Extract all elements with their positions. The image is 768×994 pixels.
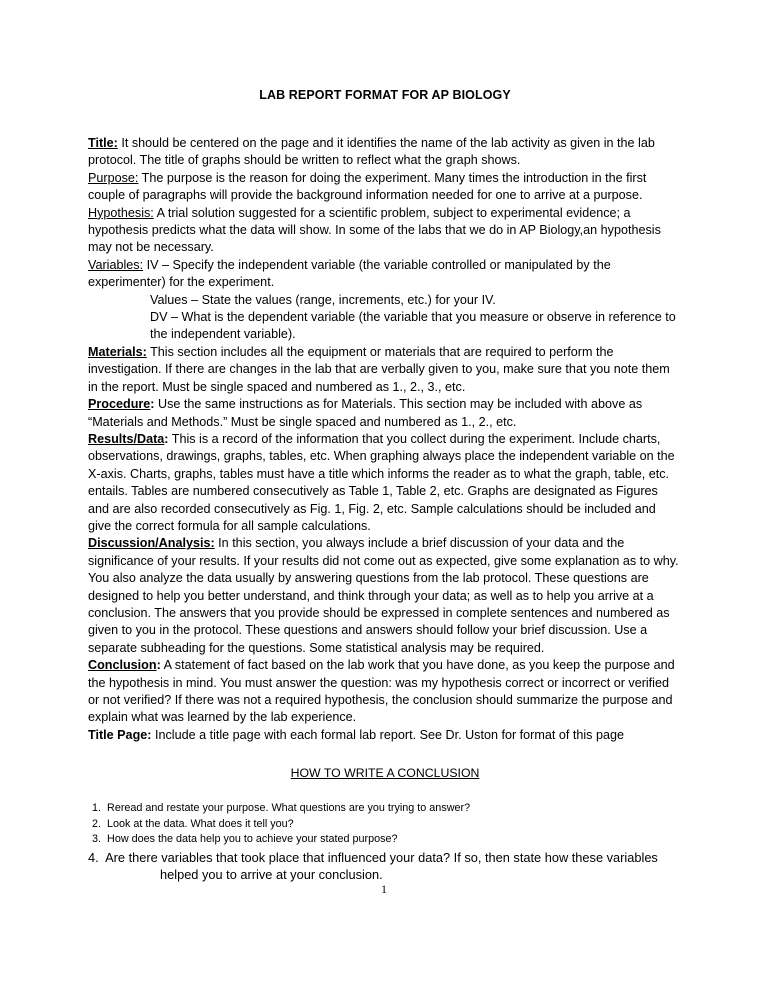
section-label-conclusion-word: Conclusion <box>88 658 157 673</box>
section-label-results-colon: : <box>164 431 169 446</box>
section-text-materials: This section includes all the equipment or materials that are required to perform the investigation. If there are changes in the lab that are verbally given to you, make sure that you note them in the report. Must be single spaced and numbered as 1., 2., 3., etc. <box>88 344 670 394</box>
section-label-discussion: Discussion/Analysis: <box>88 536 215 551</box>
list-item-number: 1. <box>92 801 102 814</box>
section-label-purpose: Purpose: <box>88 170 139 185</box>
section-label-variables: Variables: <box>88 257 144 272</box>
list-item-text: Reread and restate your purpose. What questions are you trying to answer? <box>107 801 471 814</box>
section-label-conclusion-colon: : <box>156 658 161 673</box>
list-item <box>88 801 682 817</box>
section-conclusion <box>88 657 682 727</box>
section-text-conclusion: A statement of fact based on the lab work that you have done, as you keep the purpose and the hypothesis in mind. You must answer the question: was my hypothesis correct or incorrect or verified or not verified? If there was not a required hypothesis, the conclusion should summarize the purpose and explain what was learned by the lab experience. <box>88 658 675 725</box>
list-item-text: Look at the data. What does it tell you? <box>107 817 294 830</box>
section-text-discussion: In this section, you always include a brief discussion of your data and the significance of your results. If your results did not come out as expected, give some explanation as to why. You also analyze the data usually by answering questions from the lab protocol. These questions are designed to help you better understand, and think through your data; as well as to help you arrive at a conclusion. The answers that you provide should be expressed in complete sentences and numbered as given to you in the protocol. These questions and answers should follow your brief discussion. Use a separate subheading for the questions. Some statistical analysis may be required. <box>88 536 679 655</box>
section-text-purpose: The purpose is the reason for doing the experiment. Many times the introduction in the first couple of paragraphs will provide the background information needed for one to arrive at a purpose. <box>88 170 647 203</box>
document-content <box>88 0 682 884</box>
section-label-results-word: Results/Data <box>88 431 165 446</box>
section-title-page <box>88 727 682 744</box>
list-item <box>88 832 682 848</box>
section-purpose <box>88 170 682 205</box>
list-item <box>88 849 682 884</box>
section-variables <box>88 257 682 292</box>
conclusion-guide-list <box>88 801 682 884</box>
list-item-number: 3. <box>92 833 102 846</box>
section-text-hypothesis: A trial solution suggested for a scientific problem, subject to experimental evidence; a hypothesis predicts what the data will show. In some of the labs that we do in AP Biology,an hypothesis may not be necessary. <box>88 205 661 255</box>
section-discussion <box>88 535 682 657</box>
list-item-text: How does the data help you to achieve your stated purpose? <box>107 833 398 846</box>
section-label-materials: Materials: <box>88 344 147 359</box>
section-label-hypothesis: Hypothesis: <box>88 205 154 220</box>
conclusion-guide-heading <box>88 766 682 781</box>
list-item-continuation: helped you to arrive at your conclusion. <box>160 867 383 883</box>
section-results <box>88 431 682 535</box>
list-item <box>88 817 682 833</box>
list-item-text: Are there variables that took place that influenced your data? If so, then state how these variables <box>105 849 658 865</box>
conclusion-guide-heading-text: HOW TO WRITE A CONCLUSION <box>290 766 480 781</box>
section-label-title-page: Title Page: <box>88 727 152 742</box>
list-item-number: 4. <box>88 849 99 865</box>
section-label-procedure-word: Procedure <box>88 397 151 412</box>
section-text-variables-dv: DV – What is the dependent variable (the variable that you measure or observe in reference to the independent variable). <box>150 310 676 342</box>
list-item-number: 2. <box>92 817 102 830</box>
section-label-procedure <box>88 397 155 411</box>
page-number: 1 <box>381 884 387 896</box>
section-label-conclusion <box>88 658 161 672</box>
section-text-procedure: Use the same instructions as for Materials. This section may be included with above as “Materials and Methods.” Must be single spaced and numbered as 1., 2., etc. <box>88 397 643 429</box>
section-title <box>88 135 682 170</box>
section-hypothesis <box>88 205 682 257</box>
section-procedure <box>88 396 682 431</box>
section-label-title: Title: <box>88 136 118 150</box>
section-materials <box>88 344 682 396</box>
section-text-variables-iv: IV – Specify the independent variable (the variable controlled or manipulated by the experimenter) for the experiment. <box>88 257 611 290</box>
page-title: LAB REPORT FORMAT FOR AP BIOLOGY <box>259 88 511 102</box>
lab-report-sections <box>88 135 682 744</box>
section-text-results: This is a record of the information that you collect during the experiment. Include charts, observations, drawings, graphs, tables, etc. When graphing always place the independent variable on the X-axis. Charts, graphs, tables must have a title which informs the reader as to what the graph, table, etc. entails. Tables are numbered consecutively as Table 1, Table 2, etc. Graphs are designated as Figures and are also recorded consecutively as Fig. 1, Fig. 2, etc. Sample calculations should be included and give the correct formula for all sample calculations. <box>88 431 675 533</box>
section-text-variables-values: Values – State the values (range, increments, etc.) for your IV. <box>150 292 496 307</box>
section-label-results <box>88 432 169 446</box>
section-label-procedure-colon: : <box>150 397 155 412</box>
section-text-title-page: Include a title page with each formal lab report. See Dr. Uston for format of this page <box>151 727 624 742</box>
section-text-title: It should be centered on the page and it identifies the name of the lab activity as given in the lab protocol. The title of graphs should be written to reflect what the graph shows. <box>88 136 655 168</box>
